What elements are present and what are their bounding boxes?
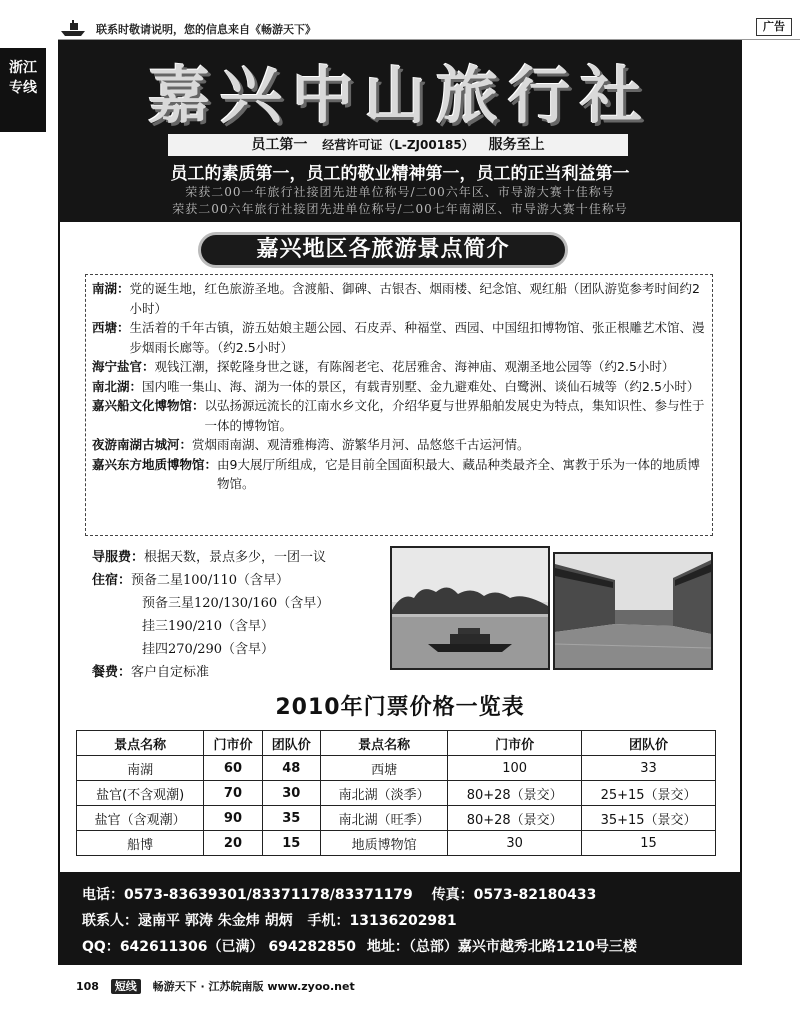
award-line-1: 荣获二00一年旅行社接团先进单位称号/二00六年区、市导游大赛十佳称号 xyxy=(185,185,615,199)
table-row xyxy=(77,781,716,806)
table-cell: 盐官（含观潮） xyxy=(77,806,204,831)
fax-number: 0573-82180433 xyxy=(473,887,597,903)
sight-name: 南湖： xyxy=(92,281,130,296)
guide-fee xyxy=(92,546,392,569)
list-item xyxy=(92,455,706,494)
lake-boat-photo xyxy=(390,546,550,670)
meal-fee xyxy=(92,661,392,684)
table-cell: 盐官(不含观潮) xyxy=(77,781,204,806)
sight-desc: 生活着的千年古镇，游五姑娘主题公园、石皮弄、种福堂、西园、中国纽扣博物馆、张正根雕艺术馆、漫步烟雨长廊等。（约2.5小时） xyxy=(129,320,705,355)
sight-desc: 国内唯一集山、海、湖为一体的景区，有载青别墅、金九避难处、白鹭洲、谈仙石城等（约2.5小时） xyxy=(142,378,700,394)
stay-line: 预备二星100/110（含早） xyxy=(131,573,290,588)
table-cell: 70 xyxy=(204,781,262,806)
phone-number: 0573-83639301/83371178/83371179 xyxy=(124,887,413,903)
sight-name: 海宁盐官： xyxy=(92,359,155,374)
table-cell: 南北湖（淡季） xyxy=(320,781,447,806)
source-notice: 联系时敬请说明，您的信息来自《畅游天下》 xyxy=(96,23,316,36)
column-header: 景点名称 xyxy=(77,731,204,756)
phone-line xyxy=(82,882,742,908)
column-header: 景点名称 xyxy=(320,731,447,756)
sight-name: 南北湖： xyxy=(92,378,143,394)
table-cell: 30 xyxy=(448,831,582,856)
table-cell: 80+28（景交） xyxy=(448,806,582,831)
stay-price xyxy=(92,569,392,592)
table-cell: 35 xyxy=(262,806,320,831)
page-number: 108 xyxy=(76,980,99,993)
guide-fee-value: 根据天数，景点多少，一团一议 xyxy=(144,550,327,565)
sights-banner: 嘉兴地区各旅游景点简介 xyxy=(198,232,568,268)
table-cell: 90 xyxy=(204,806,262,831)
ticket-table-title: 2010年门票价格一览表 xyxy=(275,695,525,720)
stay-line: 挂三190/210（含早） xyxy=(142,619,275,634)
stay-price xyxy=(92,592,392,615)
sight-name: 夜游南湖古城河： xyxy=(92,437,193,452)
table-cell: 80+28（景交） xyxy=(448,781,582,806)
stay-price xyxy=(92,615,392,638)
list-item xyxy=(92,357,706,377)
list-item xyxy=(92,377,706,397)
section-tag: 短线 xyxy=(111,979,141,994)
stay-line: 预备三星120/130/160（含早） xyxy=(142,596,330,611)
column-header: 团队价 xyxy=(262,731,320,756)
table-cell: 船博 xyxy=(77,831,204,856)
page-footer xyxy=(76,978,355,994)
publication-name: 畅游天下 · 江苏皖南版 www.zyoo.net xyxy=(152,980,355,993)
region-side-tab xyxy=(0,48,46,132)
table-cell: 60 xyxy=(204,756,262,781)
list-item xyxy=(92,435,706,455)
table-row xyxy=(77,806,716,831)
contact-block xyxy=(58,872,742,965)
ad-label: 广告 xyxy=(756,18,792,36)
table-cell: 25+15（景交） xyxy=(582,781,716,806)
table-cell: 30 xyxy=(262,781,320,806)
table-cell: 西塘 xyxy=(320,756,447,781)
qq-address-line xyxy=(82,934,742,960)
table-row xyxy=(77,756,716,781)
sight-desc: 观钱江潮，探乾隆身世之谜，有陈阁老宅、花居雅舍、海神庙、观潮圣地公园等（约2.5小时） xyxy=(154,359,675,374)
people-line xyxy=(82,908,742,934)
list-item xyxy=(92,279,706,318)
guide-fee-label: 导服费： xyxy=(92,550,145,565)
ticket-price-table xyxy=(76,730,716,856)
sight-desc: 以弘扬源远流长的江南水乡文化，介绍华夏与世界船舶发展史为特点，集知识性、参与性于一体的博物馆。 xyxy=(204,398,705,433)
table-row xyxy=(77,831,716,856)
water-town-photo xyxy=(553,552,713,670)
table-cell: 地质博物馆 xyxy=(320,831,447,856)
sight-desc: 赏烟雨南湖、观清雅梅湾、游繁华月河、品悠悠千古运河情。 xyxy=(192,437,530,452)
license-right: 服务至上 xyxy=(488,137,545,153)
list-item xyxy=(92,318,706,357)
sight-name: 嘉兴船文化博物馆： xyxy=(92,398,205,413)
column-header: 门市价 xyxy=(448,731,582,756)
stay-line: 挂四270/290（含早） xyxy=(142,642,275,657)
meal-label: 餐费： xyxy=(92,665,132,680)
sights-list xyxy=(85,274,713,536)
sight-name: 嘉兴东方地质博物馆： xyxy=(92,456,218,472)
table-cell: 15 xyxy=(262,831,320,856)
service-prices xyxy=(92,546,392,684)
license-bar xyxy=(168,134,628,156)
column-header: 门市价 xyxy=(204,731,262,756)
agency-header xyxy=(58,40,742,222)
agency-motto: 员工的素质第一，员工的敬业精神第一，员工的正当利益第一 xyxy=(170,164,630,184)
table-cell: 33 xyxy=(582,756,716,781)
qq-numbers: 642611306（已满） 694282850 xyxy=(119,939,357,955)
table-header-row xyxy=(77,731,716,756)
table-cell: 100 xyxy=(448,756,582,781)
lake-boat-image xyxy=(392,548,548,668)
sight-desc: 由9大展厅所组成，它是目前全国面积最大、藏品种类最齐全、寓教于乐为一体的地质博物馆。 xyxy=(217,456,700,491)
fax-label: 传真： xyxy=(431,887,474,903)
meal-value: 客户自定标准 xyxy=(131,665,210,680)
sight-name: 西塘： xyxy=(92,320,130,335)
people-label: 联系人： xyxy=(82,913,138,929)
license-number: 经营许可证（L-ZJ00185） xyxy=(322,138,474,152)
top-notice-strip xyxy=(58,18,800,40)
agency-name: 嘉兴中山旅行社 xyxy=(147,59,652,132)
stay-price xyxy=(92,638,392,661)
stay-label: 住宿： xyxy=(92,573,132,588)
table-cell: 15 xyxy=(582,831,716,856)
side-tab-line2: 专线 xyxy=(9,80,37,96)
side-tab-line1: 浙江 xyxy=(9,60,37,76)
award-line-2: 荣获二00六年旅行社接团先进单位称号/二00七年南湖区、市导游大赛十佳称号 xyxy=(172,202,628,216)
boat-logo-icon xyxy=(58,18,88,38)
license-left: 员工第一 xyxy=(251,137,308,153)
table-cell: 35+15（景交） xyxy=(582,806,716,831)
water-town-image xyxy=(555,554,711,668)
address-label: 地址： xyxy=(366,939,409,955)
table-cell: 南北湖（旺季） xyxy=(320,806,447,831)
mobile-label: 手机： xyxy=(307,913,350,929)
list-item xyxy=(92,396,706,435)
mobile-number: 13136202981 xyxy=(349,913,457,929)
table-cell: 南湖 xyxy=(77,756,204,781)
phone-label: 电话： xyxy=(82,887,124,903)
address: （总部）嘉兴市越秀北路1210号三楼 xyxy=(408,939,637,955)
table-cell: 20 xyxy=(204,831,262,856)
qq-label: QQ： xyxy=(82,939,120,955)
sight-desc: 党的诞生地，红色旅游圣地。含渡船、御碑、古银杏、烟雨楼、纪念馆、观红船（团队游览参考时间约2小时） xyxy=(129,281,700,316)
table-cell: 48 xyxy=(262,756,320,781)
contact-people: 逯南平 郭涛 朱金炜 胡炳 xyxy=(138,913,293,929)
column-header: 团队价 xyxy=(582,731,716,756)
